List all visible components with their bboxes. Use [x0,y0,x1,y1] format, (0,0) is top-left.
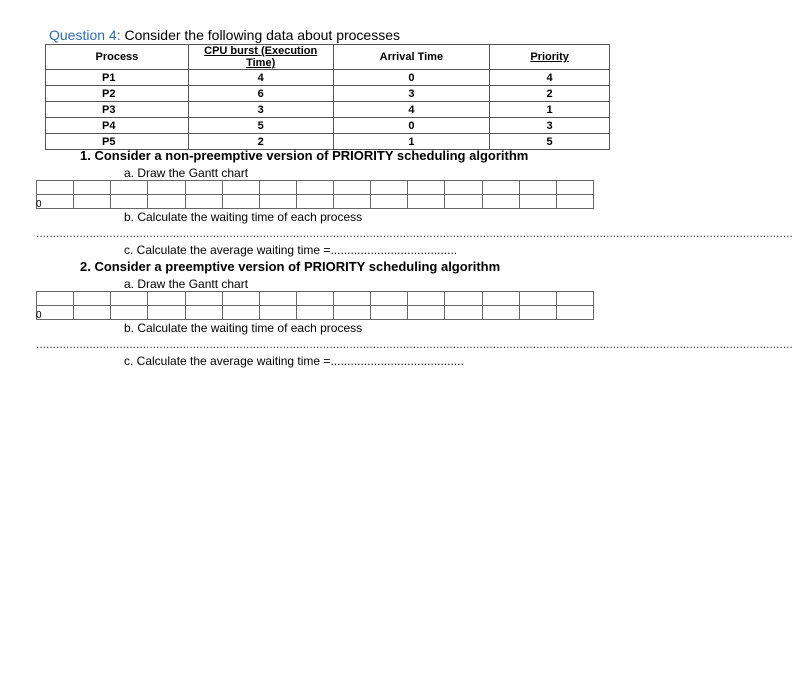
header-process: Process [46,45,189,70]
process-table [45,44,610,150]
gantt-start-label: 0 [36,199,42,210]
question-label: Question 4: [49,27,121,43]
cell-process: P3 [46,102,189,118]
cell-arrival: 0 [333,70,490,86]
part1-c: c. Calculate the average waiting time =...................................... [124,243,458,257]
cell-burst: 4 [188,70,333,86]
part2-a: a. Draw the Gantt chart [124,277,249,291]
cell-process: P5 [46,134,189,150]
part2-c: c. Calculate the average waiting time =........................................ [124,354,464,368]
table-row [46,70,610,86]
table-row [46,86,610,102]
gantt-chart-2[interactable] [36,291,594,320]
cell-arrival: 3 [333,86,490,102]
header-priority: Priority [490,45,610,70]
cell-arrival: 4 [333,102,490,118]
part2-b: b. Calculate the waiting time of each process [124,321,363,335]
cell-burst: 6 [188,86,333,102]
gantt-start-label: 0 [36,310,42,321]
cell-priority: 2 [490,86,610,102]
cell-process: P1 [46,70,189,86]
answer-line-2[interactable]: ................................................................................................................................................................................................................................... [36,337,793,351]
part2-heading: 2. Consider a preemptive version of PRIORITY scheduling algorithm [80,259,501,274]
cell-priority: 4 [490,70,610,86]
header-arrival-time: Arrival Time [333,45,490,70]
cell-priority: 3 [490,118,610,134]
cell-burst: 3 [188,102,333,118]
question-text: Consider the following data about processes [120,27,401,43]
cell-arrival: 0 [333,118,490,134]
cell-process: P2 [46,86,189,102]
answer-line-1[interactable]: ................................................................................................................................................................................................................................... [36,226,793,240]
part1-b: b. Calculate the waiting time of each process [124,210,363,224]
table-row [46,118,610,134]
gantt-chart-1[interactable] [36,180,594,209]
table-row [46,102,610,118]
cell-priority: 1 [490,102,610,118]
header-cpu-burst: CPU burst (Execution Time) [188,45,333,70]
part1-heading: 1. Consider a non-preemptive version of PRIORITY scheduling algorithm [80,148,529,163]
cell-burst: 5 [188,118,333,134]
table-header-row [46,45,610,70]
cell-process: P4 [46,118,189,134]
cell-arrival: 1 [333,134,490,150]
part1-a: a. Draw the Gantt chart [124,166,249,180]
question-title [49,27,400,43]
cell-burst: 2 [188,134,333,150]
cell-priority: 5 [490,134,610,150]
